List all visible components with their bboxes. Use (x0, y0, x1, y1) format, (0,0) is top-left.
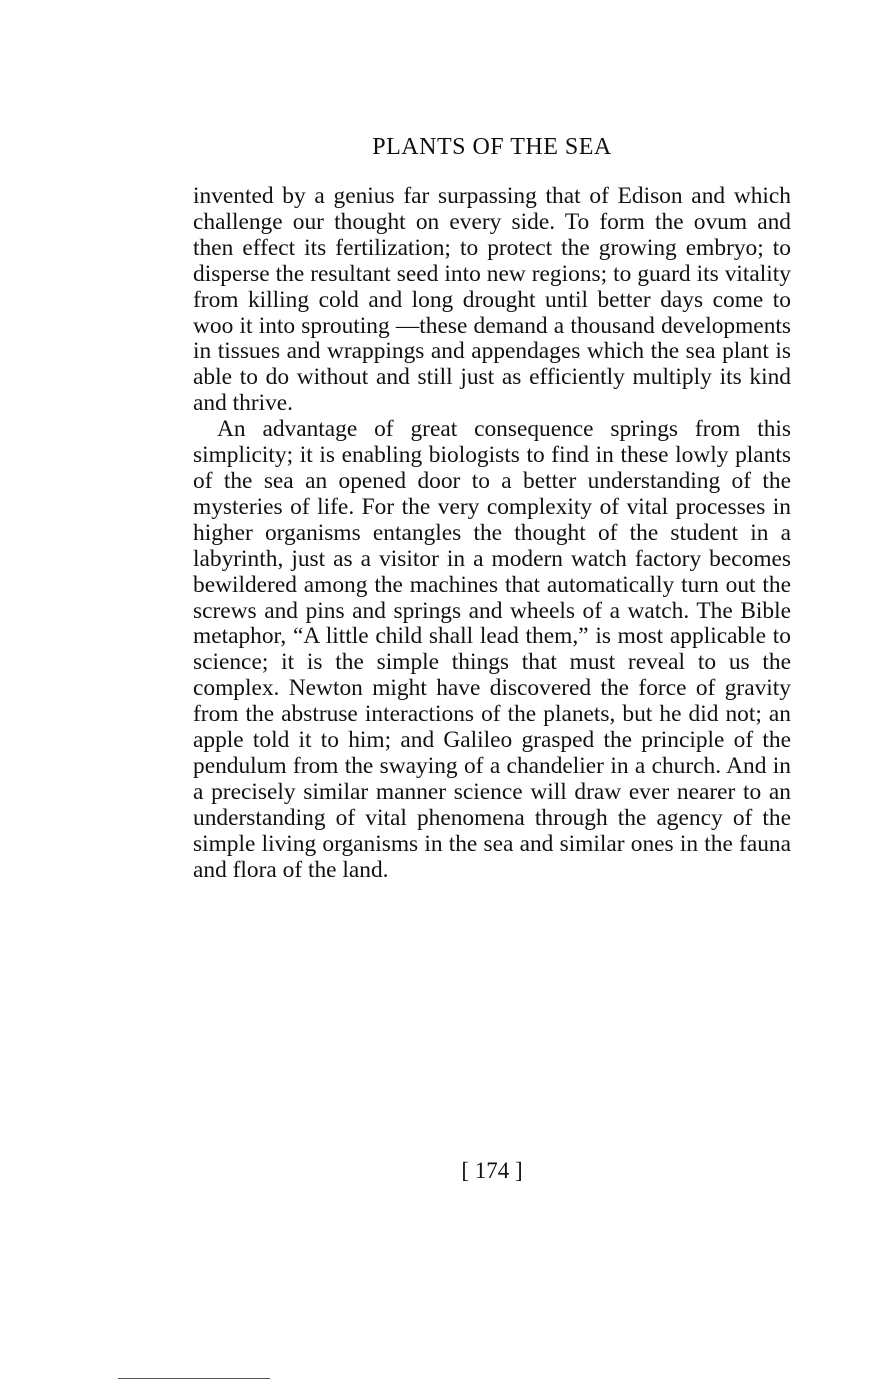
body-text (193, 184, 791, 883)
scan-edge-rule (118, 1378, 270, 1379)
paragraph-continued: invented by a genius far surpassing that of Edison and which challenge our thought on every side. To form the ovum and then effect its fertilization; to protect the growing embryo; to disperse the resultant seed into new regions; to guard its vitality from killing cold and long drought until better days come to woo it into sprouting —these demand a thousand developments in tissues and wrappings and appendages which the sea plant is able to do without and still just as efficiently multiply its kind and thrive. (193, 183, 791, 417)
paragraph-advantage: An advantage of great consequence springs from this simplicity; it is enabling biologists to find in these lowly plants of the sea an opened door to a better understanding of the mysteries of life. For the very complexity of vital processes in higher organisms entangles the thought of the student in a labyrinth, just as a visitor in a modern watch factory becomes bewildered among the machines that automatically turn out the screws and pins and springs and wheels of a watch. The Bible metaphor, “A little child shall lead them,” is most applicable to science; it is the simple things that must reveal to us the complex. Newton might have discovered the force of gravity from the abstruse interactions of the planets, but he did not; an apple told it to him; and Galileo grasped the principle of the pendulum from the swaying of a chandelier in a church. And in a precisely similar manner science will draw ever nearer to an understanding of vital phenomena through the agency of the simple living organisms in the sea and similar ones in the fauna and flora of the land. (193, 416, 791, 883)
page-number: [ 174 ] (461, 1158, 523, 1183)
running-title: PLANTS OF THE SEA (372, 134, 612, 160)
